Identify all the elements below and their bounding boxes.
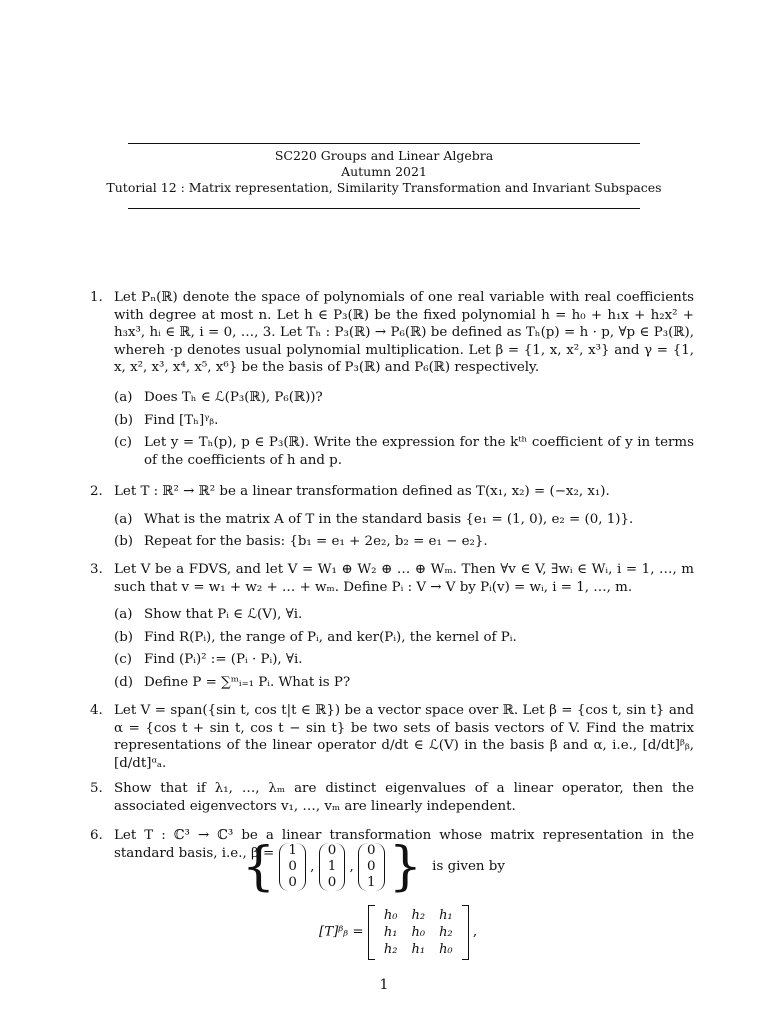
basis-vector-2: 0 1 0: [319, 843, 346, 891]
matrix-equation: [T]ᵝᵦ = h₀ h₂ h₁ h₁ h₀ h₂ h₂ h₁ h₀ ,: [319, 905, 477, 960]
part-a: (a) What is the matrix A of T in the standard basis {e₁ = (1, 0), e₂ = (0, 1)}.: [114, 511, 634, 527]
question-2: [90, 483, 694, 551]
tutorial-title: Tutorial 12 : Matrix representation, Similarity Transformation and Invariant Subspaces: [106, 180, 662, 195]
right-brace: }: [388, 837, 422, 897]
course-title: SC220 Groups and Linear Algebra: [274, 148, 494, 163]
question-number: 3.: [90, 562, 103, 577]
part-b: (b) Find R(Pᵢ), the range of Pᵢ, and ker(Pᵢ), the kernel of Pᵢ.: [114, 629, 517, 645]
page-number: 1: [379, 977, 389, 993]
basis-suffix: is given by: [432, 859, 505, 875]
part-c: (c) Let y = Tₕ(p), p ∈ P₃(ℝ). Write the expression for the kᵗʰ coefficient of y in terms of the coefficients of h and p.: [114, 435, 694, 468]
basis-vector-3: 0 0 1: [358, 843, 385, 891]
question-text: Let T : ℝ² → ℝ² be a linear transformation defined as T(x₁, x₂) = (−x₂, x₁).: [114, 484, 610, 499]
term: Autumn 2021: [341, 164, 427, 179]
header-bottom-rule: [128, 208, 640, 209]
question-number: 4.: [90, 703, 103, 718]
part-c: (c) Find (Pᵢ)² := (Pᵢ · Pᵢ), ∀i.: [114, 652, 303, 668]
header-top-rule: [128, 143, 640, 144]
question-1: [90, 289, 694, 469]
question-text: Show that if λ₁, …, λₘ are distinct eigenvalues of a linear operator, then the associated eigenvectors v₁, …, vₘ are linearly independent.: [114, 781, 694, 814]
question-3: [90, 561, 694, 692]
part-a: (a) Does Tₕ ∈ ℒ(P₃(ℝ), P₆(ℝ))?: [114, 389, 323, 405]
part-b: (b) Repeat for the basis: {b₁ = e₁ + 2e₂, b₂ = e₁ − e₂}.: [114, 534, 488, 550]
left-brace: {: [242, 837, 276, 897]
question-6: [90, 827, 694, 967]
part-a: (a) Show that Pᵢ ∈ ℒ(V), ∀i.: [114, 607, 303, 623]
question-text: Let T : ℂ³ → ℂ³ be a linear transformation whose matrix representation in the standard basis, i.e., β =: [114, 828, 694, 861]
question-number: 5.: [90, 781, 103, 796]
question-5: [90, 780, 694, 815]
question-number: 2.: [90, 484, 103, 499]
question-number: 6.: [90, 828, 103, 843]
basis-vector-1: 1 0 0: [279, 843, 306, 891]
matrix: h₀ h₂ h₁ h₁ h₀ h₂ h₂ h₁ h₀: [368, 905, 469, 960]
part-d: (d) Define P = ∑ᵐᵢ₌₁ Pᵢ. What is P?: [114, 674, 351, 690]
question-text: Let V be a FDVS, and let V = W₁ ⊕ W₂ ⊕ … ⊕ Wₘ. Then ∀v ∈ V, ∃wᵢ ∈ Wᵢ, i = 1, …, m such that v = w₁ + w₂ + … + wₘ. Define Pᵢ : V → V by Pᵢ(v) = wᵢ, i = 1, …, m.: [114, 562, 694, 595]
part-b: (b) Find [Tₕ]ᵞᵦ.: [114, 412, 219, 428]
standard-basis: { 1 0 0 , 0 1 0 , 0 0 1 } is given by: [242, 837, 505, 897]
matrix-label: [T]ᵝᵦ =: [319, 924, 364, 940]
question-text: Let V = span({sin t, cos t|t ∈ ℝ}) be a vector space over ℝ. Let β = {cos t, sin t} and α = {cos t + sin t, cos t − sin t} be two sets of basis vectors of V. Find the matrix representations of the linear operator d/dt ∈ ℒ(V) in the basis β and α, i.e., [d/dt]ᵝᵦ, [d/dt]ᵅₐ.: [114, 703, 694, 771]
question-text: Let Pₙ(ℝ) denote the space of polynomials of one real variable with real coefficients with degree at most n. Let h ∈ P₃(ℝ) be the fixed polynomial h = h₀ + h₁x + h₂x² + h₃x³, hᵢ ∈ ℝ, i = 0, …, 3. Let Tₕ : P₃(ℝ) → P₆(ℝ) be defined as Tₕ(p) = h · p, ∀p ∈ P₃(ℝ), whereh ·p denotes usual polynomial multiplication. Let β = {1, x, x², x³} and γ = {1, x, x², x³, x⁴, x⁵, x⁶} be the basis of P₃(ℝ) and P₆(ℝ) respectively.: [114, 290, 694, 376]
question-number: 1.: [90, 290, 103, 305]
question-4: [90, 702, 694, 772]
